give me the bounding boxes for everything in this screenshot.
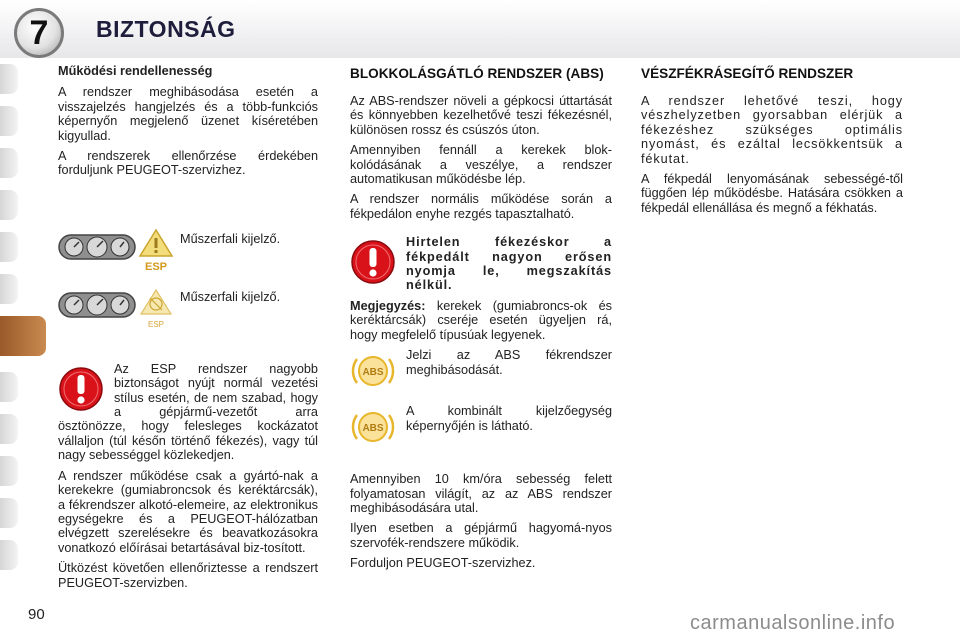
exclamation-icon [58,366,104,412]
column-abs [350,64,612,577]
brake-assist-heading: VÉSZFÉKRÁSEGÍTŐ RENDSZER [641,66,854,81]
indicator-esp-off-label: Műszerfali kijelző. [180,289,281,304]
chapter-tab[interactable] [0,232,18,262]
abs-note-label: Megjegyzés: [350,298,426,313]
svg-text:ABS: ABS [362,367,384,379]
esp-caution-paragraph [58,362,318,463]
brake-assist-paragraph-2: A fékpedál lenyomásának sebességé-től függően lép működésbe. Hatására csökken a fékpedál ellenállása és megnő a fékhatás. [641,172,903,215]
chapter-tab[interactable] [0,456,18,486]
chapter-tab[interactable] [0,190,18,220]
chapter-number-badge: 7 [14,8,64,58]
watermark: carmanualsonline.info [690,612,896,634]
column-malfunction [58,64,318,596]
abs-indicator-row-2 [350,404,612,450]
chapter-tab[interactable] [0,498,18,528]
chapter-tab[interactable] [0,414,18,444]
chapter-tab[interactable] [0,540,18,570]
abs-emergency-warning-text: Hirtelen fékezéskor a fékpedált nagyon erősen nyomja le, megszakítás nélkül. [406,235,612,293]
svg-text:ESP: ESP [147,319,165,329]
chapter-tab[interactable] [0,64,18,94]
malfunction-paragraph-1: A rendszer meghibásodása esetén a visszajelzés hangjelzés és a több-funkciós képernyőn megjelenő üzenet kíséretében kigyullad. [58,85,318,143]
malfunction-heading: Működési rendellenesség [58,64,213,78]
abs-icon [350,348,396,394]
instrument-panel-icon [58,290,136,320]
abs-paragraph-5: Ilyen esetben a gépjármű hagyomá-nyos szervofék-rendszere működik. [350,521,612,550]
chapter-tab[interactable] [0,106,18,136]
indicator-esp-off-row [58,286,318,344]
esp-caution-text: Az ESP rendszer nagyobb biztonságot nyújt normál vezetési stílus esetén, de nem szabad, hogy a gépjármű-vezetőt arra ösztönözze, hogy felesleges kockázatot vállaljon (túl későn történő fékezés), vagy túl nagy sebességgel közlekedjen. [58,361,318,463]
esp-off-icon [138,286,174,330]
abs-icon [350,404,396,450]
abs-note [350,299,612,342]
instrument-panel-icon [58,232,136,262]
svg-text:ESP: ESP [144,260,168,272]
exclamation-icon [350,239,396,285]
esp-warning-icon [138,228,174,272]
chapter-tab[interactable] [0,372,18,402]
abs-note-text: kerekek (gumiabroncs-ok és keréktárcsák) cseréje esetén ügyeljen rá, hogy megfelelő típusúak legyenek. [350,298,612,342]
chapter-tab[interactable] [0,148,18,178]
abs-indicator-text-1: Jelzi az ABS fékrendszer meghibásodását. [406,348,612,377]
abs-emergency-warning [350,235,612,293]
malfunction-paragraph-4: Ütközést követően ellenőriztesse a rendszert PEUGEOT-szervizben. [58,561,318,590]
abs-paragraph-6: Forduljon PEUGEOT-szervizhez. [350,556,536,571]
malfunction-paragraph-2: A rendszerek ellenőrzése érdekében forduljunk PEUGEOT-szervizhez. [58,149,318,178]
abs-indicator-text-2: A kombinált kijelzőegység képernyőjén is látható. [406,404,612,433]
brake-assist-paragraph-1: A rendszer lehetővé teszi, hogy vészhelyzetben gyorsabban elérjük a fékezéshez szükséges optimális nyomást, és ezáltal lecsökkentsük a fékutat. [641,94,903,166]
abs-paragraph-4: Amennyiben 10 km/óra sebesség felett folyamatosan világít, az az ABS rendszer meghibásodására utal. [350,472,612,515]
chapter-tab-active[interactable] [0,316,46,356]
chapter-title: BIZTONSÁG [96,16,236,42]
malfunction-paragraph-3: A rendszer működése csak a gyártó-nak a kerekekre (gumiabroncsok és keréktárcsák), a fékrendszer alkotó-elemeire, az elektronikus egységekre és a PEUGEOT-hálózatban elvégzett szerelésekre és beavatkozásokra vonatkozó előírásai betartásával biz-tosított. [58,468,318,555]
chapter-tab-sidebar [0,64,48,582]
column-brake-assist [641,64,903,221]
chapter-tab[interactable] [0,274,18,304]
abs-paragraph-2: Amennyiben fennáll a kerekek blok-kolódásának a veszélye, a rendszer automatikusan működésbe lép. [350,143,612,187]
svg-text:ABS: ABS [362,423,384,435]
page-number: 90 [28,606,45,623]
abs-heading: BLOKKOLÁSGÁTLÓ RENDSZER (ABS) [350,66,604,81]
abs-paragraph-3: A rendszer normális működése során a fékpedálon enyhe rezgés tapasztalható. [350,192,612,221]
abs-indicator-row-1 [350,348,612,394]
indicator-esp-row [58,228,318,286]
indicator-esp-label: Műszerfali kijelző. [180,231,281,246]
abs-paragraph-1: Az ABS-rendszer növeli a gépkocsi úttartását és könnyebben kezelhetővé teszi fékezésnél, különösen rossz és csúszós úton. [350,94,612,137]
